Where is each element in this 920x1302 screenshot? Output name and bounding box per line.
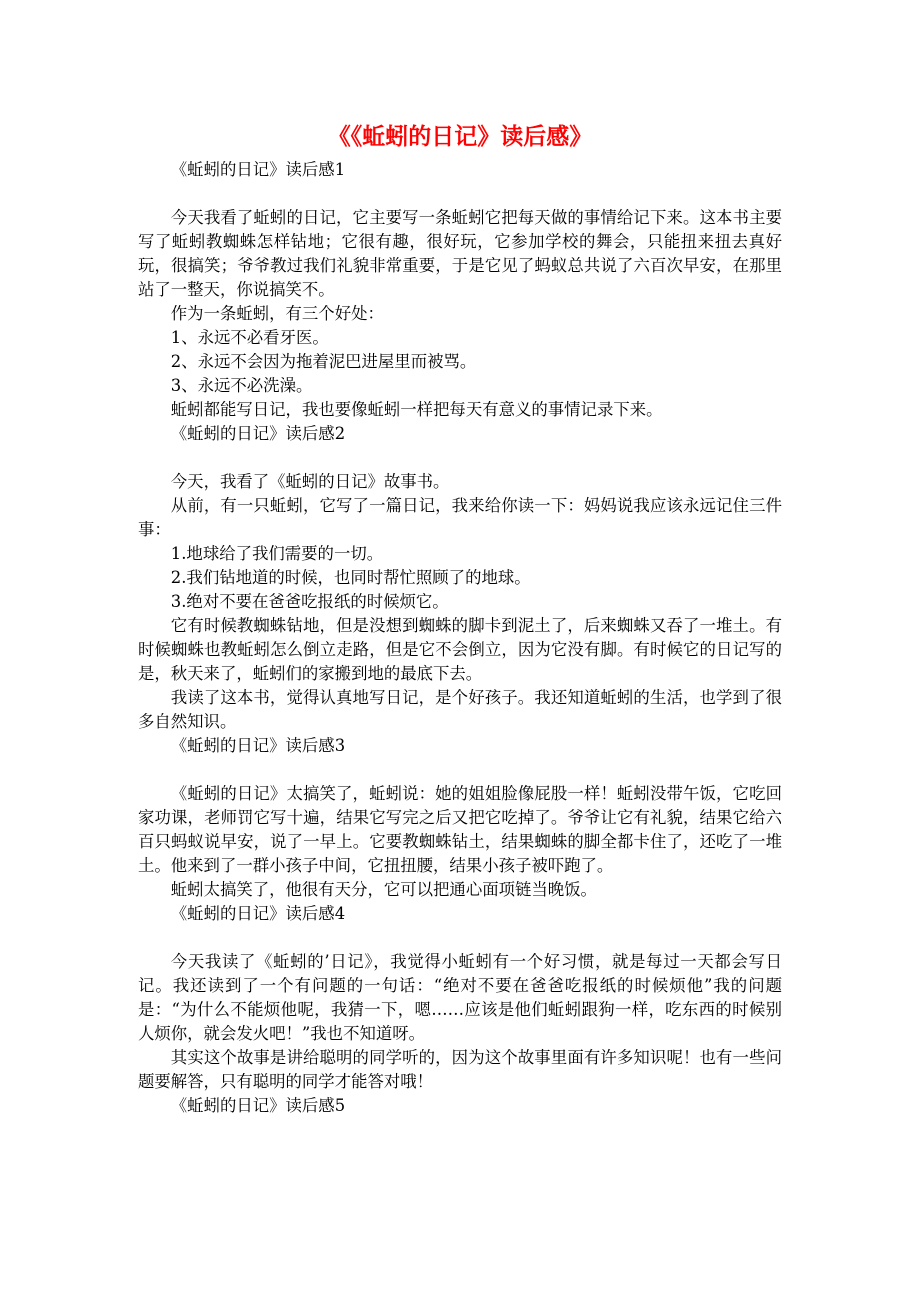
paragraph: 今天，我看了《蚯蚓的日记》故事书。 (170, 472, 450, 491)
section-heading: 《蚯蚓的日记》读后感1 (170, 160, 346, 179)
section-heading: 《蚯蚓的日记》读后感3 (170, 736, 346, 755)
paragraph-gap (138, 182, 782, 206)
list-item: 1、永远不必看牙医。 (170, 328, 329, 347)
paragraph: 今天我读了《蚯蚓的’日记》，我觉得小蚯蚓有一个好习惯，就是每过一天都会写日记。我还读到了一个有问题的一句话：“绝对不要在爸爸吃报纸的时候烦他”我的问题是：“为什么不能烦他呢，我猜一下，嗯……应该是他们蚯蚓跟狗一样，吃东西的时候别人烦你，就会发火吧！”我也不知道呀。 (138, 952, 782, 1043)
section-heading: 《蚯蚓的日记》读后感5 (170, 1096, 346, 1115)
paragraph: 今天我看了蚯蚓的日记，它主要写一条蚯蚓它把每天做的事情给记下来。这本书主要写了蚯蚓教蜘蛛怎样钻地；它很有趣，很好玩，它参加学校的舞会，只能扭来扭去真好玩，很搞笑；爷爷教过我们礼貌非常重要，于是它见了蚂蚁总共说了六百次早安，在那里站了一整天，你说搞笑不。 (138, 208, 782, 299)
list-item: 3.绝对不要在爸爸吃报纸的时候烦它。 (170, 592, 449, 611)
paragraph: 其实这个故事是讲给聪明的同学听的，因为这个故事里面有许多知识呢！也有一些问题要解答，只有聪明的同学才能答对哦！ (138, 1048, 782, 1091)
paragraph: 从前，有一只蚯蚓，它写了一篇日记，我来给你读一下：妈妈说我应该永远记住三件事： (138, 496, 782, 539)
list-item: 1.地球给了我们需要的一切。 (170, 544, 384, 563)
list-item: 3、永远不必洗澡。 (170, 376, 313, 395)
document-title: 《《蚯蚓的日记》读后感》 (327, 124, 593, 150)
paragraph-gap (138, 926, 782, 950)
list-item: 2、永远不会因为拖着泥巴进屋里而被骂。 (170, 352, 477, 371)
paragraph: 我读了这本书，觉得认真地写日记，是个好孩子。我还知道蚯蚓的生活，也学到了很多自然知识。 (138, 688, 782, 731)
paragraph: 它有时候教蜘蛛钻地，但是没想到蜘蛛的脚卡到泥土了，后来蜘蛛又吞了一堆土。有时候蜘蛛也教蚯蚓怎么倒立走路，但是它不会倒立，因为它没有脚。有时候它的日记写的是，秋天来了，蚯蚓们的家搬到地的最底下去。 (138, 616, 782, 683)
section-heading: 《蚯蚓的日记》读后感2 (170, 424, 346, 443)
paragraph: 蚯蚓太搞笑了，他很有天分，它可以把通心面项链当晚饭。 (170, 880, 597, 899)
paragraph-gap (138, 758, 782, 782)
paragraph: 蚯蚓都能写日记，我也要像蚯蚓一样把每天有意义的事情记录下来。 (170, 400, 663, 419)
document-body (138, 158, 782, 1118)
section-heading: 《蚯蚓的日记》读后感4 (170, 904, 346, 923)
list-item: 2.我们钻地道的时候，也同时帮忙照顾了的地球。 (170, 568, 531, 587)
paragraph: 《蚯蚓的日记》太搞笑了，蚯蚓说：她的姐姐脸像屁股一样！蚯蚓没带午饭，它吃回家功课，老师罚它写十遍，结果它写完之后又把它吃掉了。爷爷让它有礼貌，结果它给六百只蚂蚁说早安，说了一早上。它要教蜘蛛钻土，结果蜘蛛的脚全都卡住了，还吃了一堆土。他来到了一群小孩子中间，它扭扭腰，结果小孩子被吓跑了。 (138, 784, 782, 875)
paragraph: 作为一条蚯蚓，有三个好处： (170, 304, 384, 323)
paragraph-gap (138, 446, 782, 470)
